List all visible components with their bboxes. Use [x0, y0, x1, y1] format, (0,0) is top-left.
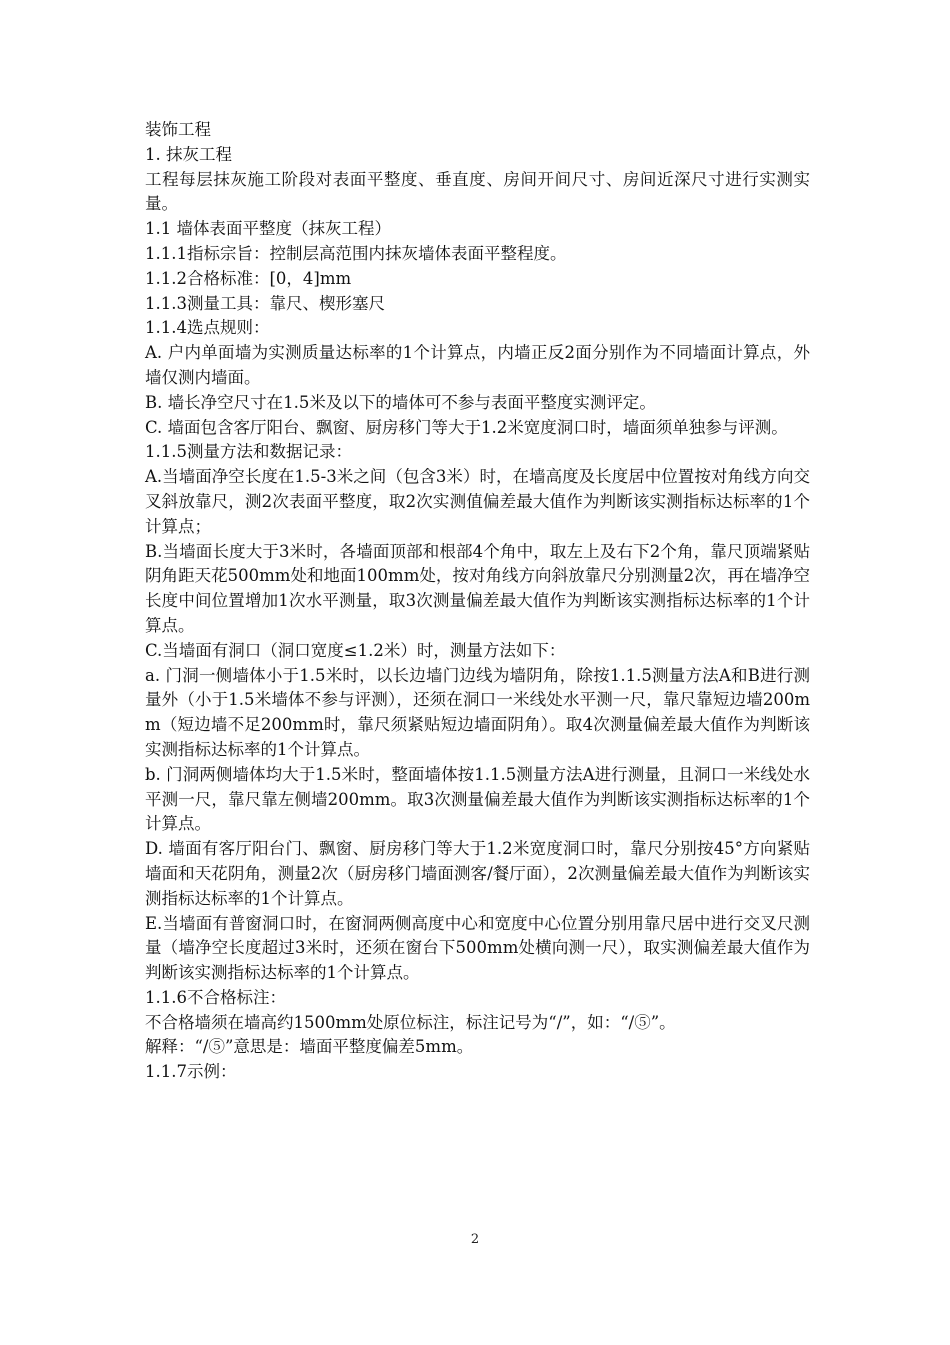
rule-b: B. 墙长净空尺寸在1.5米及以下的墙体可不参与表面平整度实测评定。 — [145, 392, 656, 412]
method-c-b: b. 门洞两侧墙体均大于1.5米时，整面墙体按1.1.5测量方法A进行测量，且洞口一米线处水平测一尺，靠尺靠左侧墙200mm。取3次测量偏差最大值作为判断该实测指标达标率的1个计算点。 — [145, 764, 810, 834]
item-selection-rules: 1.1.4选点规则： — [145, 318, 270, 338]
item-tools: 1.1.3测量工具：靠尺、楔形塞尺 — [145, 293, 385, 313]
item-purpose: 1.1.1指标宗旨：控制层高范围内抹灰墙体表面平整程度。 — [145, 243, 567, 263]
method-b: B.当墙面长度大于3米时，各墙面顶部和根部4个角中，取左上及右下2个角，靠尺顶端紧贴阴角距天花500mm处和地面100mm处，按对角线方向斜放靠尺分别测量2次，再在墙净空长度中间位置增加1次水平测量，取3次测量偏差最大值作为判断该实测指标达标率的1个计算点。 — [145, 541, 810, 635]
rule-c: C. 墙面包含客厅阳台、飘窗、厨房移门等大于1.2米宽度洞口时，墙面须单独参与评测。 — [145, 417, 788, 437]
item-standard: 1.1.2合格标准：[0，4]mm — [145, 268, 352, 288]
page-number: 2 — [470, 1232, 480, 1247]
item-nonconformance: 1.1.6不合格标注： — [145, 987, 286, 1007]
heading-plastering: 1. 抹灰工程 — [145, 144, 232, 164]
method-a: A.当墙面净空长度在1.5-3米之间（包含3米）时，在墙高度及长度居中位置按对角线方向交叉斜放靠尺，测2次表面平整度，取2次实测值偏差最大值作为判断该实测指标达标率的1个计算点； — [145, 467, 810, 536]
item-measurement-method: 1.1.5测量方法和数据记录： — [145, 442, 352, 462]
method-c: C.当墙面有洞口（洞口宽度≤1.2米）时，测量方法如下： — [145, 640, 566, 660]
nonconformance-mark: 不合格墙须在墙高约1500mm处原位标注，标注记号为“/”，如：“/⑤”。 — [145, 1012, 676, 1032]
document-body — [145, 118, 810, 1085]
heading-wall-flatness: 1.1 墙体表面平整度（抹灰工程） — [145, 219, 391, 239]
method-e: E.当墙面有普窗洞口时，在窗洞两侧高度中心和宽度中心位置分别用靠尺居中进行交叉尺测量（墙净空长度超过3米时，还须在窗台下500mm处横向测一尺），取实测偏差最大值作为判断该实测指标达标率的1个计算点。 — [145, 913, 810, 983]
method-d: D. 墙面有客厅阳台门、飘窗、厨房移门等大于1.2米宽度洞口时，靠尺分别按45°方向紧贴墙面和天花阴角，测量2次（厨房移门墙面测客/餐厅面），2次测量偏差最大值作为判断该实测指标达标率的1个计算点。 — [145, 839, 810, 908]
section-title: 装饰工程 — [145, 120, 211, 139]
nonconformance-explanation: 解释：“/⑤”意思是：墙面平整度偏差5mm。 — [145, 1037, 474, 1057]
method-c-a: a. 门洞一侧墙体小于1.5米时，以长边墙门边线为墙阴角，除按1.1.5测量方法A和B进行测量外（小于1.5米墙体不参与评测），还须在洞口一米线处水平测一尺，靠尺靠短边墙200mm（短边墙不足200mm时，靠尺须紧贴短边墙面阴角）。取4次测量偏差最大值作为判断该实测指标达标率的1个计算点。 — [145, 665, 810, 759]
paragraph-intro: 工程每层抹灰施工阶段对表面平整度、垂直度、房间开间尺寸、房间近深尺寸进行实测实量。 — [145, 169, 810, 214]
rule-a: A. 户内单面墙为实测质量达标率的1个计算点，内墙正反2面分别作为不同墙面计算点，外墙仅测内墙面。 — [145, 343, 810, 387]
item-example: 1.1.7示例： — [145, 1062, 237, 1082]
